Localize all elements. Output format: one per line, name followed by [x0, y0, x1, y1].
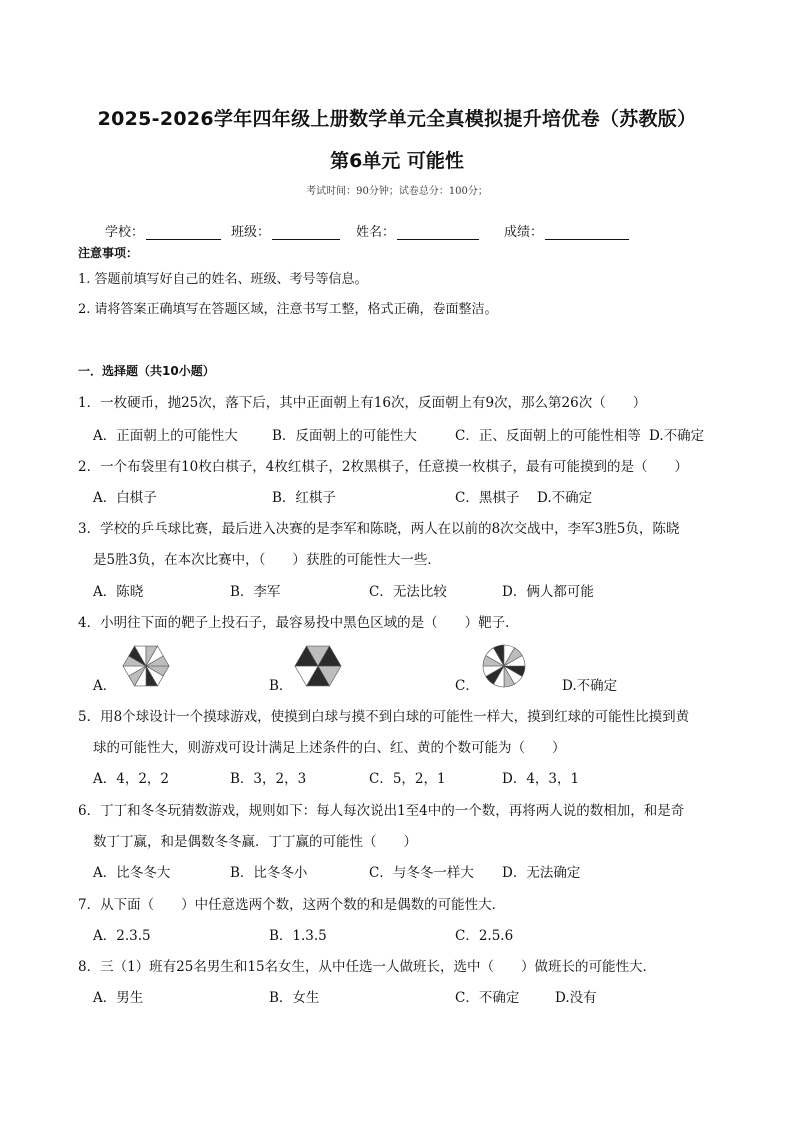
q5-option-b[interactable]: B．3，2，3: [230, 771, 307, 787]
name-blank[interactable]: [397, 225, 479, 240]
question-2-stem: 2．一个布袋里有10枚白棋子，4枚红棋子，2枚黑棋子，任意摸一枚棋子，最有可能摸到的是（ ）: [78, 459, 688, 475]
question-6-stem: 6．丁丁和冬冬玩猜数游戏，规则如下：每人每次说出1至4中的一个数，再将两人说的数相加，和是奇: [78, 803, 685, 819]
target-c-circle: [480, 643, 528, 689]
target-a-hexagon: [120, 643, 172, 689]
q1-option-d[interactable]: D.不确定: [649, 428, 705, 444]
q5-option-c[interactable]: C．5，2，1: [369, 771, 446, 787]
school-blank[interactable]: [146, 225, 221, 240]
q4-option-d[interactable]: D.不确定: [562, 678, 618, 694]
q5-option-d[interactable]: D．4，3，1: [502, 771, 580, 787]
q5-option-a[interactable]: A．4，2，2: [93, 771, 170, 787]
q8-option-a[interactable]: A．男生: [93, 990, 144, 1006]
q6-option-b[interactable]: B．比冬冬小: [230, 865, 308, 881]
note-item: 1. 答题前填写好自己的姓名、班级、考号等信息。: [78, 272, 368, 287]
question-8-stem: 8．三（1）班有25名男生和15名女生，从中任选一人做班长，选中（ ）做班长的可能性大．: [78, 959, 657, 975]
score-blank[interactable]: [545, 225, 629, 240]
school-field[interactable]: [105, 221, 221, 240]
question-3-stem: 3．学校的乒乓球比赛，最后进入决赛的是李军和陈晓，两人在以前的8次交战中，李军3胜5负，陈晓: [78, 521, 680, 537]
class-blank[interactable]: [272, 225, 340, 240]
q2-option-a[interactable]: A．白棋子: [93, 490, 157, 506]
question-7-stem: 7．从下面（ ）中任意选两个数，这两个数的和是偶数的可能性大．: [78, 897, 506, 913]
page-title: 2025-2026学年四年级上册数学单元全真模拟提升培优卷（苏教版）: [97, 108, 697, 130]
q3-option-a[interactable]: A．陈晓: [93, 584, 144, 600]
q7-option-a[interactable]: A．2.3.5: [93, 928, 151, 944]
exam-info: 考试时间：90分钟；试卷总分：100分；: [306, 186, 488, 197]
name-field[interactable]: [356, 221, 479, 240]
score-field[interactable]: [504, 221, 629, 240]
class-label: 班级：: [231, 225, 271, 240]
q1-option-c[interactable]: C．正、反面朝上的可能性相等: [455, 428, 641, 444]
q4-option-c[interactable]: C．: [455, 678, 479, 694]
q3-option-b[interactable]: B．李军: [230, 584, 281, 600]
q2-option-d[interactable]: D.不确定: [537, 490, 593, 506]
q2-option-b[interactable]: B．红棋子: [272, 490, 336, 506]
q3-option-c[interactable]: C．无法比较: [369, 584, 447, 600]
question-5-stem: 5．用8个球设计一个摸球游戏，使摸到白球与摸不到白球的可能性一样大，摸到红球的可能性比摸到黄: [78, 709, 690, 725]
target-b-hexagon: [292, 643, 344, 689]
score-label: 成绩：: [504, 225, 544, 240]
q8-option-b[interactable]: B．女生: [269, 990, 320, 1006]
q6-option-d[interactable]: D．无法确定: [502, 865, 581, 881]
q4-option-a[interactable]: A．: [93, 678, 117, 694]
q1-option-b[interactable]: B．反面朝上的可能性大: [272, 428, 417, 444]
question-3-stem-cont: 是5胜3负，在本次比赛中，（ ）获胜的可能性大一些．: [93, 552, 441, 568]
question-4-stem: 4．小明往下面的靶子上投石子，最容易投中黑色区域的是（ ）靶子．: [78, 615, 519, 631]
q4-option-b[interactable]: B．: [269, 678, 293, 694]
unit-subtitle: 第6单元 可能性: [330, 150, 464, 172]
class-field[interactable]: [231, 221, 340, 240]
q3-option-d[interactable]: D．俩人都可能: [502, 584, 594, 600]
q6-option-c[interactable]: C．与冬冬一样大: [369, 865, 474, 881]
q7-option-c[interactable]: C．2.5.6: [455, 928, 514, 944]
name-label: 姓名：: [356, 225, 396, 240]
notes-title: 注意事项：: [78, 246, 139, 260]
q8-option-c[interactable]: C．不确定: [455, 990, 520, 1006]
school-label: 学校：: [105, 225, 145, 240]
question-1-stem: 1．一枚硬币，抛25次，落下后，其中正面朝上有16次，反面朝上有9次，那么第26次（ ）: [78, 395, 647, 411]
q2-option-c[interactable]: C．黑棋子: [455, 490, 520, 506]
q6-option-a[interactable]: A．比冬冬大: [93, 865, 171, 881]
question-6-stem-cont: 数丁丁赢，和是偶数冬冬赢．丁丁赢的可能性（ ）: [93, 834, 417, 850]
section-title: 一．选择题（共10小题）: [78, 364, 215, 378]
q1-option-a[interactable]: A．正面朝上的可能性大: [93, 428, 238, 444]
question-5-stem-cont: 球的可能性大，则游戏可设计满足上述条件的白、红、黄的个数可能为（ ）: [93, 740, 566, 756]
note-item: 2. 请将答案正确填写在答题区域，注意书写工整，格式正确，卷面整洁。: [78, 302, 498, 317]
q8-option-d[interactable]: D.没有: [555, 990, 597, 1006]
q7-option-b[interactable]: B．1.3.5: [269, 928, 327, 944]
